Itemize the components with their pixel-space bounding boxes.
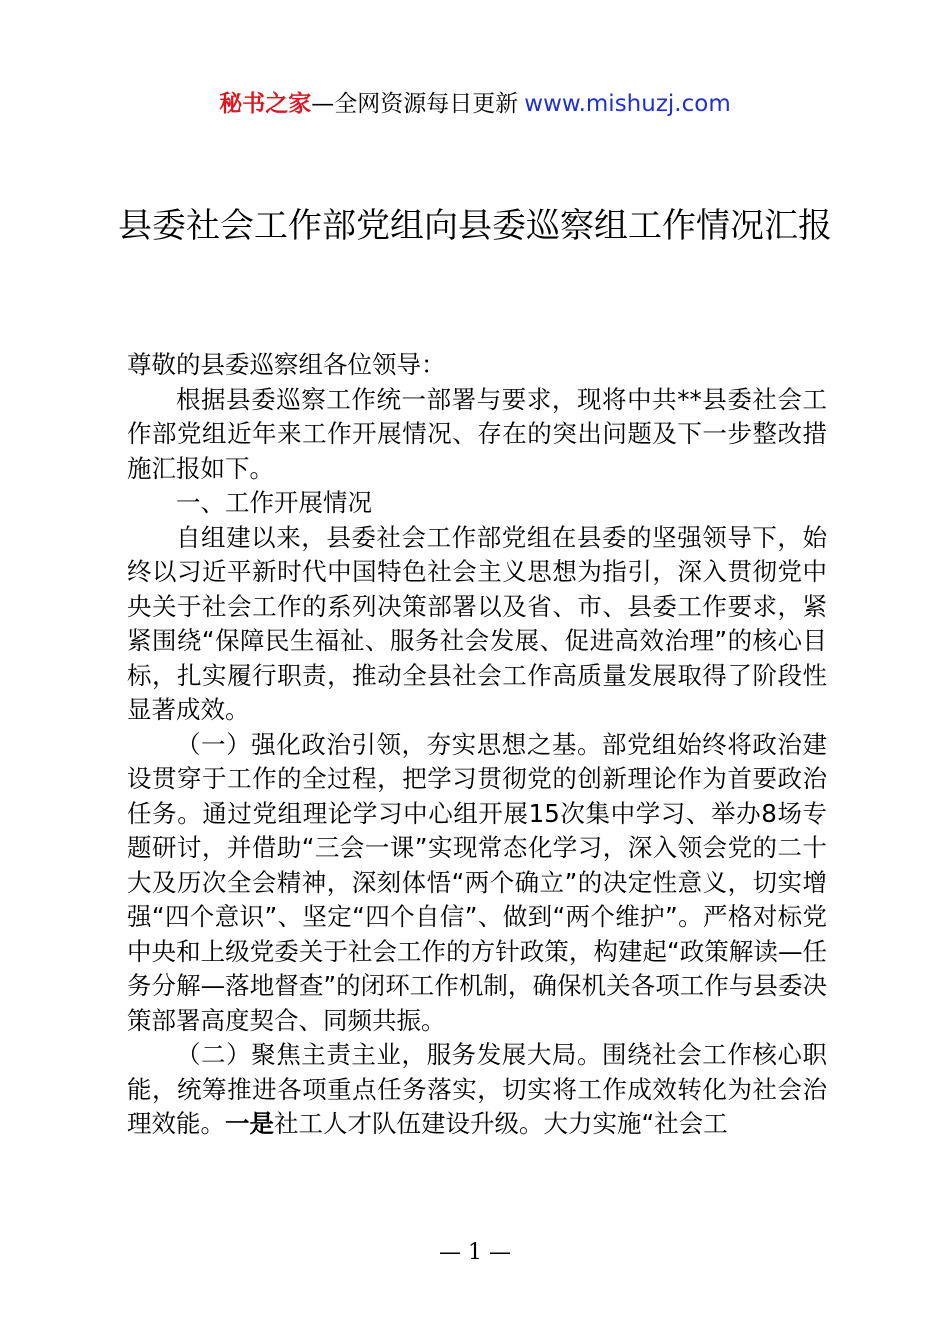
paragraph-main-duties	[127, 1038, 827, 1142]
paragraph-intro: 根据县委巡察工作统一部署与要求，现将中共**县委社会工作部党组近年来工作开展情况、存在的突出问题及下一步整改措施汇报如下。	[127, 384, 827, 483]
document-title: 县委社会工作部党组向县委巡察组工作情况汇报	[118, 206, 832, 246]
paragraph-political-guidance: （一）强化政治引领，夯实思想之基。部党组始终将政治建设贯穿于工作的全过程，把学习贯彻党的创新理论作为首要政治任务。通过党组理论学习中心组开展15次集中学习、举办8场专题研讨，并借助“三会一课”实现常态化学习，深入领会党的二十大及历次全会精神，深刻体悟“两个确立”的决定性意义，切实增强“四个意识”、坚定“四个自信”、做到“两个维护”。严格对标党中央和上级党委关于社会工作的方针政策，构建起“政策解读—任务分解—落地督查”的闭环工作机制，确保机关各项工作与县委决策部署高度契合、同频共振。	[127, 729, 827, 1035]
paragraph-main-duties-bold: 一是	[225, 1109, 274, 1138]
section-heading: 一、工作开展情况	[176, 488, 372, 517]
page-number: — 1 —	[439, 1240, 511, 1265]
site-banner	[0, 86, 950, 122]
document-body	[127, 348, 827, 1142]
brand-name: 秘书之家	[219, 91, 312, 117]
paragraph-overview: 自组建以来，县委社会工作部党组在县委的坚强领导下，始终以习近平新时代中国特色社会主义思想为指引，深入贯彻党中央关于社会工作的系列决策部署以及省、市、县委工作要求，紧紧围绕“保障民生福祉、服务社会发展、促进高效治理”的核心目标，扎实履行职责，推动全县社会工作高质量发展取得了阶段性显著成效。	[127, 522, 827, 724]
paragraph-main-duties-lead: （二）聚焦主责主业，服务发展大局。围绕社会工作核心职能，统筹推进各项重点任务落实，切实将工作成效转化为社会治理效能。	[127, 1040, 827, 1138]
paragraph-main-duties-rest: 社工人才队伍建设升级。大力实施“社会工	[274, 1109, 728, 1138]
banner-slogan: —全网资源每日更新	[311, 91, 519, 117]
salutation: 尊敬的县委巡察组各位领导：	[127, 350, 446, 379]
banner-url-link[interactable]: www.mishuzj.com	[524, 91, 731, 117]
